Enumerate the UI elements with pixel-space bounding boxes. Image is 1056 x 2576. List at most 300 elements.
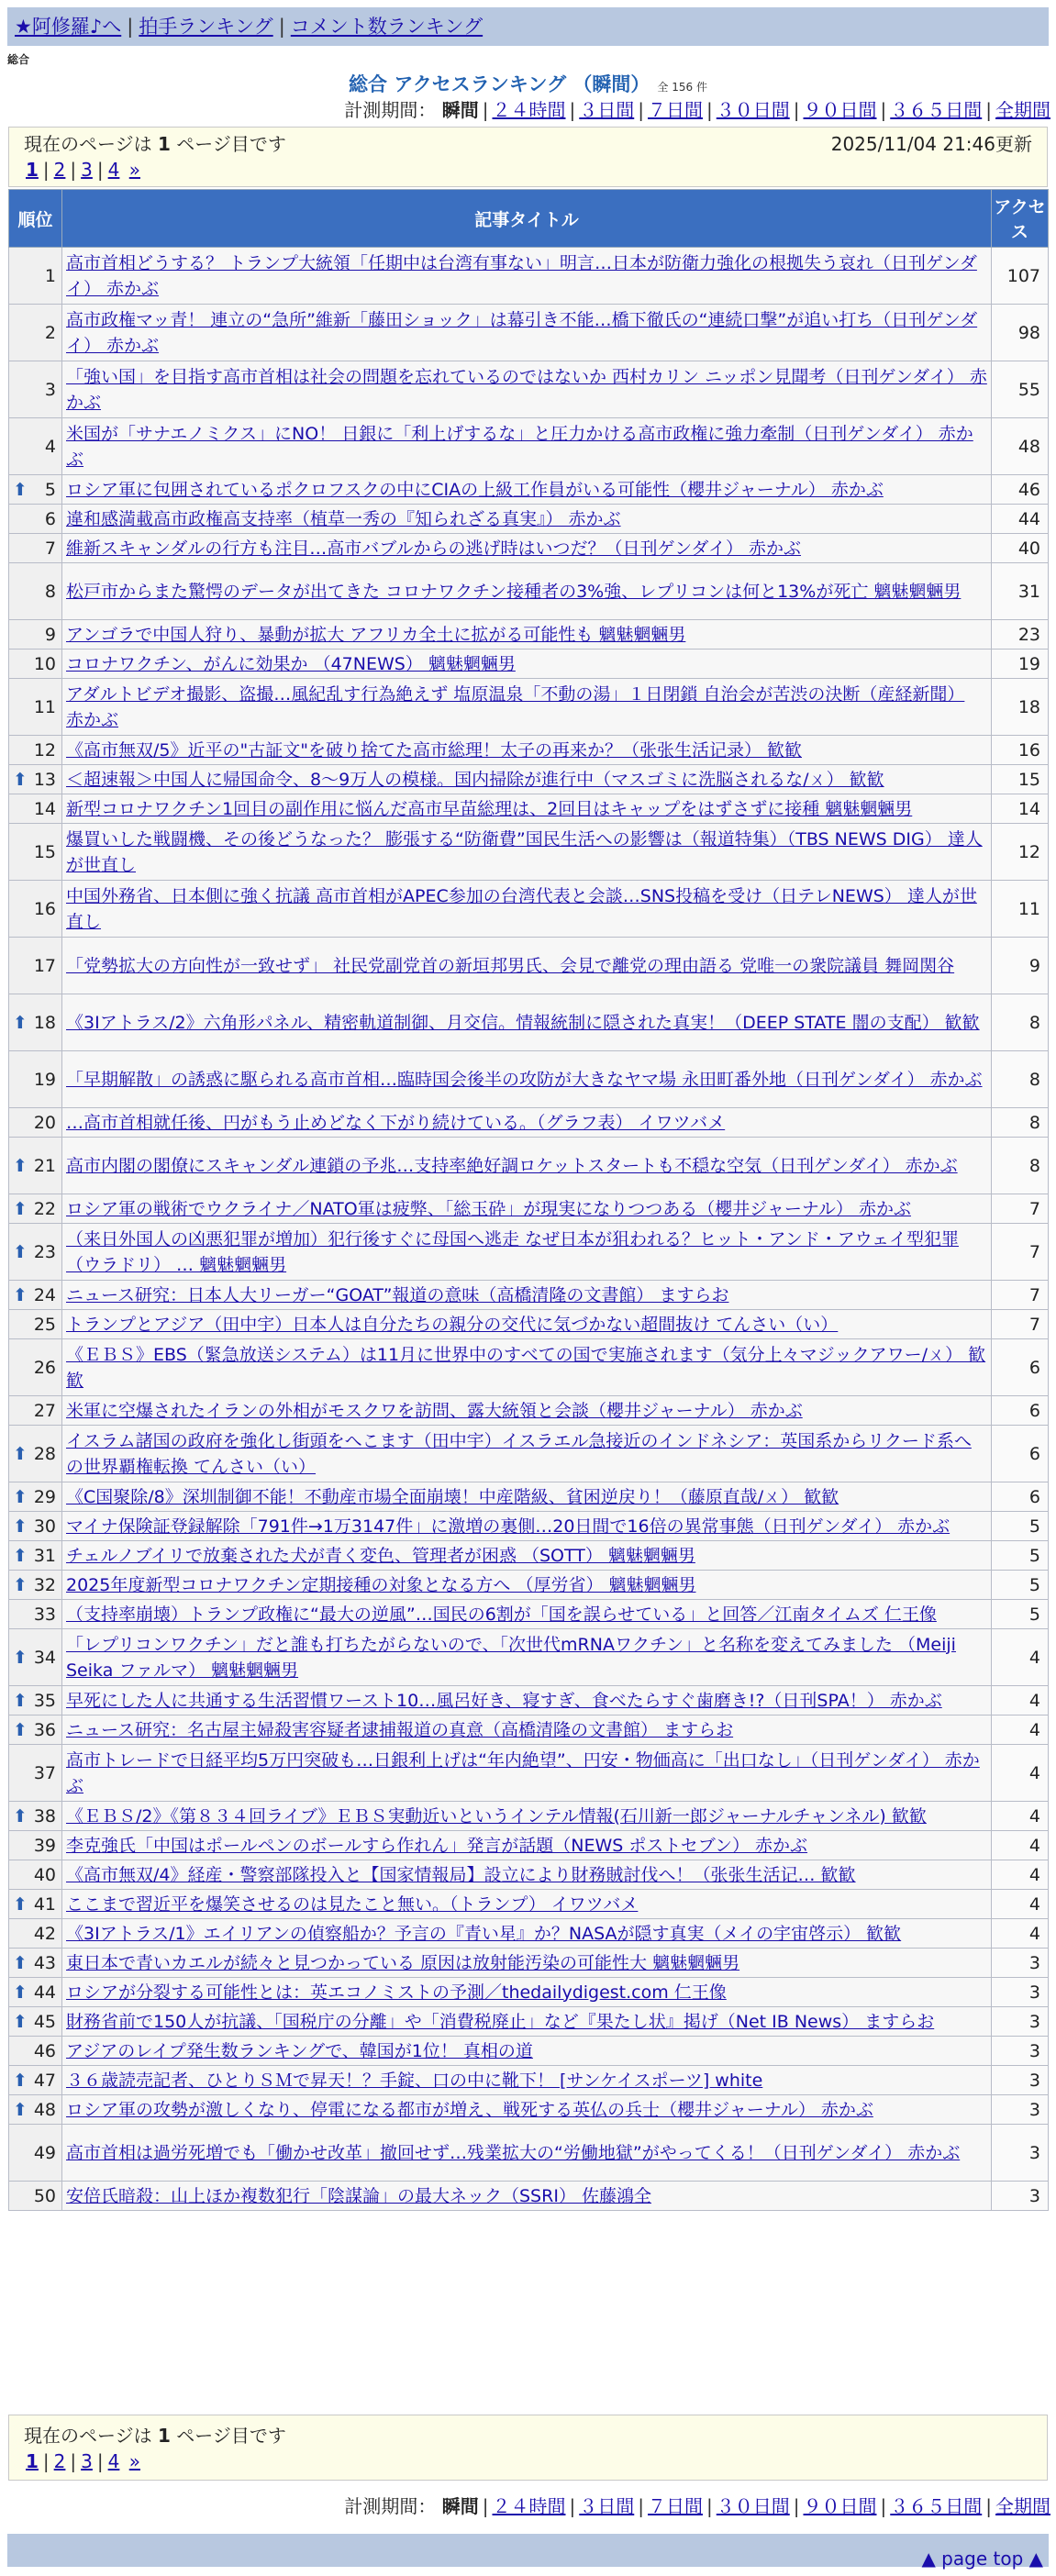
period-current: 瞬間 xyxy=(441,2495,479,2517)
rank-cell xyxy=(9,938,62,994)
table-row xyxy=(9,1949,1049,1978)
table-row xyxy=(9,824,1049,881)
title-cell xyxy=(62,994,992,1051)
rank-cell xyxy=(9,679,62,736)
period-link-7d[interactable]: ７日間 xyxy=(648,99,703,121)
rank-number: 50 xyxy=(33,2185,56,2206)
rank-up-arrow-icon: ⬆ xyxy=(13,1982,28,2003)
table-row xyxy=(9,1686,1049,1715)
rank-up-arrow-icon: ⬆ xyxy=(13,1516,28,1537)
title-cell xyxy=(62,1396,992,1426)
rank-number: 39 xyxy=(33,1835,56,1856)
rank-cell xyxy=(9,1860,62,1890)
article-title-link[interactable]: （支持率崩壊）トランプ政権に“最大の逆風”…国民の6割が「国を誤らせている」と回答／江南タイムズ 仁王像 xyxy=(66,1604,937,1625)
access-count: 16 xyxy=(992,736,1049,765)
rank-up-arrow-icon: ⬆ xyxy=(13,1690,28,1711)
access-count: 3 xyxy=(992,1949,1049,1978)
article-title-link[interactable]: 中国外務省、日本側に強く抗議 高市首相がAPEC参加の台湾代表と会談…SNS投稿を受け（日テレNEWS） 達人が世直し xyxy=(66,885,977,932)
article-title-link[interactable]: ＜超速報＞中国人に帰国命令、8〜9万人の模様。国内掃除が進行中（マスゴミに洗脳されるな/ㄨ） 歓歓 xyxy=(66,769,884,790)
article-title-link[interactable]: ３６歳読売記者、ひとりＳＭで昇天！？手錠、口の中に靴下！ [サンケイスポーツ] white xyxy=(66,2070,763,2091)
title-cell xyxy=(62,534,992,563)
article-title-link[interactable]: 《3Iアトラス/1》エイリアンの偵察船か？予言の『青い星』か？NASAが隠す真実（メイの宇宙啓示） 歓歓 xyxy=(66,1923,902,1944)
rank-number: 40 xyxy=(33,1864,56,1885)
rank-number: 14 xyxy=(33,798,56,819)
rank-cell xyxy=(9,765,62,794)
page-link-1[interactable]: 1 xyxy=(26,2450,39,2472)
article-title-link[interactable]: ロシア軍の攻勢が激しくなり、停電になる都市が増え、戦死する英仏の兵士（櫻井ジャーナル） 赤かぶ xyxy=(66,2099,873,2120)
title-cell xyxy=(62,505,992,534)
rank-cell xyxy=(9,2095,62,2125)
rank-number: 22 xyxy=(33,1198,56,1219)
rank-cell xyxy=(9,620,62,650)
access-count: 7 xyxy=(992,1281,1049,1310)
article-title-link[interactable]: 「レプリコンワクチン」だと誰も打ちたがらないので、「次世代mRNAワクチン」と名称を変えてみました （Meiji Seika ファルマ） 魑魅魍魎男 xyxy=(66,1634,956,1681)
access-count: 107 xyxy=(992,248,1049,305)
nav-separator: | xyxy=(127,16,134,38)
rank-cell xyxy=(9,1194,62,1224)
rank-cell xyxy=(9,2037,62,2066)
article-title-link[interactable]: 松戸市からまた驚愕のデータが出てきた コロナワクチン接種者の3%強、レプリコンは何と13%が死亡 魑魅魍魎男 xyxy=(66,581,962,602)
page-link-4[interactable]: 4 xyxy=(107,159,120,181)
rank-number: 28 xyxy=(33,1443,56,1464)
rank-cell xyxy=(9,1281,62,1310)
title-cell xyxy=(62,305,992,361)
article-title-link[interactable]: 新型コロナワクチン1回目の副作用に悩んだ高市早苗総理は、2回目はキャップをはずさずに接種 魑魅魍魎男 xyxy=(66,798,913,819)
period-selector-top: 計測期間： 瞬間 | ２４時間 | ３日間 | ７日間 | ３０日間 | ９０日間 | ３６５日間 | 全期間 xyxy=(344,99,1050,121)
table-row xyxy=(9,1138,1049,1194)
rank-cell xyxy=(9,1686,62,1715)
period-link-90d[interactable]: ９０日間 xyxy=(803,2495,877,2517)
article-title-link[interactable]: アンゴラで中国人狩り、暴動が拡大 アフリカ全土に拡がる可能性も 魑魅魍魎男 xyxy=(66,624,686,645)
table-row xyxy=(9,475,1049,505)
access-count: 7 xyxy=(992,1194,1049,1224)
rank-cell xyxy=(9,1339,62,1396)
period-link-all[interactable]: 全期間 xyxy=(995,99,1050,121)
title-cell xyxy=(62,1541,992,1571)
rank-number: 15 xyxy=(33,841,56,862)
rank-number: 44 xyxy=(33,1982,56,2003)
rank-number: 16 xyxy=(33,898,56,919)
access-count: 12 xyxy=(992,824,1049,881)
rank-up-arrow-icon: ⬆ xyxy=(13,2011,28,2032)
rank-up-arrow-icon: ⬆ xyxy=(13,1012,28,1033)
title-cell xyxy=(62,2125,992,2182)
page-links: 1 | 2 | 3 | 4 » xyxy=(26,159,140,181)
pagination-bottom xyxy=(8,2415,1048,2481)
access-count: 5 xyxy=(992,1512,1049,1541)
access-count: 9 xyxy=(992,938,1049,994)
article-title-link[interactable]: 《ＥＢＳ/2》《第８３４回ライブ》ＥＢＳ実動近いというインテル情報(石川新一郎ジャーナルチャンネル) 歓歓 xyxy=(66,1805,927,1827)
table-row xyxy=(9,418,1049,475)
rank-up-arrow-icon: ⬆ xyxy=(13,1443,28,1464)
page-link-3[interactable]: 3 xyxy=(81,159,93,181)
title-cell xyxy=(62,1831,992,1860)
rank-cell xyxy=(9,1541,62,1571)
rank-number: 3 xyxy=(44,379,56,400)
period-link-365d[interactable]: ３６５日間 xyxy=(890,99,983,121)
article-title-link[interactable]: 違和感満載高市政権高支持率（植草一秀の『知られざる真実』） 赤かぶ xyxy=(66,508,621,529)
access-count: 19 xyxy=(992,650,1049,679)
access-count: 3 xyxy=(992,2037,1049,2066)
rank-cell xyxy=(9,794,62,824)
rank-number: 25 xyxy=(33,1314,56,1335)
rank-up-arrow-icon: ⬆ xyxy=(13,769,28,790)
title-cell xyxy=(62,418,992,475)
article-title-link[interactable]: 「党勢拡大の方向性が一致せず」 社民党副党首の新垣邦男氏、会見で離党の理由語る 党唯一の衆院議員 舞岡関谷 xyxy=(66,955,955,976)
article-title-link[interactable]: 「早期解散」の誘惑に駆られる高市首相…臨時国会後半の攻防が大きなヤマ場 永田町番外地（日刊ゲンダイ） 赤かぶ xyxy=(66,1069,983,1090)
rank-up-arrow-icon: ⬆ xyxy=(13,1198,28,1219)
table-row xyxy=(9,305,1049,361)
article-title-link[interactable]: アジアのレイプ発生数ランキングで、韓国が1位！ 真相の道 xyxy=(66,2040,533,2061)
title-cell xyxy=(62,361,992,418)
access-count: 11 xyxy=(992,881,1049,938)
top-nav-bar xyxy=(7,7,1049,46)
rank-cell xyxy=(9,824,62,881)
page-link-1[interactable]: 1 xyxy=(26,159,39,181)
next-page-link[interactable]: » xyxy=(128,159,140,181)
title-cell xyxy=(62,794,992,824)
period-link-30d[interactable]: ３０日間 xyxy=(716,2495,790,2517)
table-row xyxy=(9,1310,1049,1339)
access-count: 23 xyxy=(992,620,1049,650)
rank-cell xyxy=(9,305,62,361)
article-title-link[interactable]: トランプとアジア（田中宇）日本人は自分たちの親分の交代に気づかない超間抜け てんさい（い） xyxy=(66,1314,839,1335)
total-count: 全 156 件 xyxy=(657,81,707,94)
access-count: 15 xyxy=(992,765,1049,794)
table-row xyxy=(9,1396,1049,1426)
header-rank: 順位 xyxy=(9,190,62,248)
rank-cell xyxy=(9,418,62,475)
title-cell xyxy=(62,2037,992,2066)
access-count: 6 xyxy=(992,1426,1049,1482)
title-cell xyxy=(62,1949,992,1978)
access-count: 3 xyxy=(992,2125,1049,2182)
article-title-link[interactable]: （来日外国人の凶悪犯罪が増加）犯行後すぐに母国へ逃走 なぜ日本が狙われる？ヒット・アンド・アウェイ型犯罪（ウラドリ） … 魑魅魍魎男 xyxy=(66,1228,959,1275)
title-cell xyxy=(62,1600,992,1629)
title-cell xyxy=(62,1482,992,1512)
rank-cell xyxy=(9,1802,62,1831)
access-count: 6 xyxy=(992,1482,1049,1512)
rank-number: 30 xyxy=(33,1516,56,1537)
rank-cell xyxy=(9,2007,62,2037)
table-row xyxy=(9,1629,1049,1686)
rank-cell xyxy=(9,1919,62,1949)
article-title-link[interactable]: 《3Iアトラス/2》六角形パネル、精密軌道制御、月交信。情報統制に隠された真実！（DEEP STATE 闇の支配） 歓歓 xyxy=(66,1012,980,1033)
title-cell xyxy=(62,1715,992,1745)
article-title-link[interactable]: アダルトビデオ撮影、盗撮…風紀乱す行為絶えず 塩原温泉「不動の湯」１日閉鎖 自治会が苦渋の決断（産経新聞） 赤かぶ xyxy=(66,683,965,730)
rank-cell xyxy=(9,1396,62,1426)
table-row xyxy=(9,1339,1049,1396)
nav-link-clap-ranking[interactable]: 拍手ランキング xyxy=(139,16,273,38)
page-link-3[interactable]: 3 xyxy=(81,2450,93,2472)
article-title-link[interactable]: 高市内閣の閣僚にスキャンダル連鎖の予兆…支持率絶好調ロケットスタートも不穏な空気（日刊ゲンダイ） 赤かぶ xyxy=(66,1155,958,1176)
access-count: 4 xyxy=(992,1802,1049,1831)
period-link-24h[interactable]: ２４時間 xyxy=(492,99,566,121)
page-link-2[interactable]: 2 xyxy=(53,159,66,181)
article-title-link[interactable]: 維新スキャンダルの行方も注目…高市バブルからの逃げ時はいつだ？（日刊ゲンダイ） 赤かぶ xyxy=(66,538,802,559)
title-cell xyxy=(62,563,992,620)
access-count: 4 xyxy=(992,1919,1049,1949)
article-title-link[interactable]: ロシア軍の戦術でウクライナ／NATO軍は疲弊、「総玉砕」が現実になりつつある（櫻井ジャーナル） 赤かぶ xyxy=(66,1198,911,1219)
rank-number: 49 xyxy=(33,2142,56,2163)
article-title-link[interactable]: 李克強氏「中国はポールペンのボールすら作れん」発言が話題（NEWS ポストセブン） 赤かぶ xyxy=(66,1835,808,1856)
table-row xyxy=(9,881,1049,938)
table-row xyxy=(9,1482,1049,1512)
nav-link-asyura[interactable]: ★阿修羅♪へ xyxy=(15,16,122,38)
footer-bar xyxy=(7,2534,1049,2567)
article-title-link[interactable]: 《C国聚除/8》深圳制御不能！不動産市場全面崩壊！中産階級、貧困逆戻り！（藤原直哉/ㄨ） 歓歓 xyxy=(66,1486,839,1507)
table-row xyxy=(9,1108,1049,1138)
title-cell xyxy=(62,620,992,650)
table-row xyxy=(9,1831,1049,1860)
rank-cell xyxy=(9,1949,62,1978)
pagination-top xyxy=(8,127,1048,187)
rank-number: 1 xyxy=(44,265,56,286)
rank-number: 19 xyxy=(33,1069,56,1090)
table-row xyxy=(9,2037,1049,2066)
table-row xyxy=(9,994,1049,1051)
title-cell xyxy=(62,1571,992,1600)
rank-up-arrow-icon: ⬆ xyxy=(13,1647,28,1668)
article-title-link[interactable]: チェルノブイリで放棄された犬が青く変色、管理者が困惑 （SOTT） 魑魅魍魎男 xyxy=(66,1545,695,1566)
rank-cell xyxy=(9,881,62,938)
rank-up-arrow-icon: ⬆ xyxy=(13,1893,28,1915)
title-cell xyxy=(62,679,992,736)
access-count: 4 xyxy=(992,1890,1049,1919)
header-access: アクセス xyxy=(992,190,1049,248)
rank-up-arrow-icon: ⬆ xyxy=(13,1284,28,1305)
rank-up-arrow-icon: ⬆ xyxy=(13,1805,28,1827)
title-cell xyxy=(62,938,992,994)
article-title-link[interactable]: 《高市無双/4》経産・警察部隊投入と【国家情報局】設立により財務賊討伐へ！（张张生活记… 歓歓 xyxy=(66,1864,856,1885)
article-title-link[interactable]: 米軍に空爆されたイランの外相がモスクワを訪問、露大統領と会談（櫻井ジャーナル） 赤かぶ xyxy=(66,1400,803,1421)
article-title-link[interactable]: 米国が「サナエノミクス」にNO！ 日銀に「利上げするな」と圧力かける高市政権に強力牽制（日刊ゲンダイ） 赤かぶ xyxy=(66,423,973,470)
article-title-link[interactable]: 《ＥＢＳ》EBS（緊急放送システム）は11月に世界中のすべての国で実施されます（気分上々マジックアワー/ㄨ） 歓歓 xyxy=(66,1344,986,1391)
rank-cell xyxy=(9,1715,62,1745)
article-title-link[interactable]: 高市トレードで日経平均5万円突破も…日銀利上げは“年内絶望”、円安・物価高に「出口なし」（日刊ゲンダイ） 赤かぶ xyxy=(66,1749,980,1796)
title-cell xyxy=(62,1339,992,1396)
table-row xyxy=(9,1600,1049,1629)
period-link-24h[interactable]: ２４時間 xyxy=(492,2495,566,2517)
title-cell xyxy=(62,1310,992,1339)
rank-number: 46 xyxy=(33,2040,56,2061)
period-link-3d[interactable]: ３日間 xyxy=(579,99,635,121)
rank-number: 29 xyxy=(33,1486,56,1507)
rank-cell xyxy=(9,1310,62,1339)
next-page-link[interactable]: » xyxy=(128,2450,140,2472)
title-cell xyxy=(62,1138,992,1194)
rank-number: 8 xyxy=(44,581,56,602)
rank-number: 9 xyxy=(44,624,56,645)
access-count: 3 xyxy=(992,1978,1049,2007)
title-cell xyxy=(62,824,992,881)
article-title-link[interactable]: 2025年度新型コロナワクチン定期接種の対象となる方へ （厚労省） 魑魅魍魎男 xyxy=(66,1574,696,1595)
table-row xyxy=(9,736,1049,765)
rank-number: 17 xyxy=(33,955,56,976)
access-count: 8 xyxy=(992,994,1049,1051)
article-title-link[interactable]: ニュース研究：日本人大リーガー“GOAT”報道の意味（高橋清隆の文書館） ますらお xyxy=(66,1284,729,1305)
article-title-link[interactable]: マイナ保険証登録解除「791件→1万3147件」に激増の裏側…20日間で16倍の異常事態（日刊ゲンダイ） 赤かぶ xyxy=(66,1516,950,1537)
title-cell xyxy=(62,1281,992,1310)
access-count: 7 xyxy=(992,1224,1049,1281)
article-title-link[interactable]: 東日本で青いカエルが続々と見つかっている 原因は放射能汚染の可能性大 魑魅魍魎男 xyxy=(66,1952,740,1973)
table-row xyxy=(9,679,1049,736)
rank-number: 13 xyxy=(33,769,56,790)
rank-number: 26 xyxy=(33,1357,56,1378)
rank-number: 21 xyxy=(33,1155,56,1176)
table-row xyxy=(9,938,1049,994)
rank-cell xyxy=(9,563,62,620)
article-title-link[interactable]: 財務省前で150人が抗議、「国税庁の分離」や「消費税廃止」など『果たし状』掲げ（Net IB News） ますらお xyxy=(66,2011,935,2032)
access-count: 6 xyxy=(992,1339,1049,1396)
title-cell xyxy=(62,1860,992,1890)
page-link-4[interactable]: 4 xyxy=(107,2450,120,2472)
access-count: 48 xyxy=(992,418,1049,475)
rank-cell xyxy=(9,1978,62,2007)
rank-up-arrow-icon: ⬆ xyxy=(13,479,28,500)
access-count: 44 xyxy=(992,505,1049,534)
rank-cell xyxy=(9,248,62,305)
rank-number: 41 xyxy=(33,1893,56,1915)
rank-number: 5 xyxy=(44,479,56,500)
table-row xyxy=(9,2095,1049,2125)
title-cell xyxy=(62,736,992,765)
rank-number: 4 xyxy=(44,436,56,457)
article-title-link[interactable]: 爆買いした戦闘機、その後どうなった？ 膨張する“防衛費”国民生活への影響は（報道特集）（TBS NEWS DIG） 達人が世直し xyxy=(66,828,983,875)
updated-time: 2025/11/04 21:46更新 xyxy=(830,132,1032,155)
access-count: 3 xyxy=(992,2007,1049,2037)
article-title-link[interactable]: 安倍氏暗殺：山上ほか複数犯行「陰謀論」の最大ネック（SSRI） 佐藤鴻全 xyxy=(66,2185,651,2206)
period-link-365d[interactable]: ３６５日間 xyxy=(890,2495,983,2517)
period-link-7d[interactable]: ７日間 xyxy=(648,2495,703,2517)
table-row xyxy=(9,1978,1049,2007)
table-row xyxy=(9,1919,1049,1949)
rank-cell xyxy=(9,1426,62,1482)
title-cell xyxy=(62,1919,992,1949)
rank-number: 36 xyxy=(33,1719,56,1740)
ranking-table xyxy=(8,189,1049,2211)
rank-number: 47 xyxy=(33,2070,56,2091)
rank-cell xyxy=(9,994,62,1051)
table-row xyxy=(9,765,1049,794)
period-link-all[interactable]: 全期間 xyxy=(995,2495,1050,2517)
article-title-link[interactable]: ロシアが分裂する可能性とは：英エコノミストの予測／thedailydigest.com 仁王像 xyxy=(66,1982,727,2003)
article-title-link[interactable]: コロナワクチン、がんに効果か （47NEWS） 魑魅魍魎男 xyxy=(66,653,516,674)
title-cell xyxy=(62,1051,992,1108)
title-cell xyxy=(62,765,992,794)
title-cell xyxy=(62,1224,992,1281)
rank-cell xyxy=(9,2066,62,2095)
page-top-link[interactable]: ▲ page top ▲ xyxy=(921,2548,1043,2570)
article-title-link[interactable]: イスラム諸国の政府を強化し街頭をへこます（田中宇）イスラエル急接近のインドネシア：英国系からリクード系への世界覇権転換 てんさい（い） xyxy=(66,1430,972,1477)
rank-number: 27 xyxy=(33,1400,56,1421)
rank-cell xyxy=(9,1831,62,1860)
access-count: 31 xyxy=(992,563,1049,620)
article-title-link[interactable]: ニュース研究：名古屋主婦殺害容疑者逮捕報道の真意（高橋清隆の文書館） ますらお xyxy=(66,1719,734,1740)
rank-cell xyxy=(9,1512,62,1541)
rank-up-arrow-icon: ⬆ xyxy=(13,1155,28,1176)
title-cell xyxy=(62,881,992,938)
period-link-3d[interactable]: ３日間 xyxy=(579,2495,635,2517)
rank-cell xyxy=(9,1629,62,1686)
rank-cell xyxy=(9,2182,62,2211)
access-count: 5 xyxy=(992,1541,1049,1571)
access-count: 98 xyxy=(992,305,1049,361)
rank-number: 10 xyxy=(33,653,56,674)
period-selector-bottom: 計測期間： 瞬間 | ２４時間 | ３日間 | ７日間 | ３０日間 | ９０日間 | ３６５日間 | 全期間 xyxy=(344,2495,1050,2517)
page-status-row xyxy=(24,2421,1032,2447)
page-status: 現在のページは 1 ページ目です xyxy=(24,132,286,155)
access-count: 4 xyxy=(992,1715,1049,1745)
article-title-link[interactable]: …高市首相就任後、円がもう止めどなく下がり続けている。（グラフ表） イワツバメ xyxy=(66,1112,726,1133)
rank-number: 32 xyxy=(33,1574,56,1595)
rank-number: 34 xyxy=(33,1647,56,1668)
page-link-2[interactable]: 2 xyxy=(53,2450,66,2472)
rank-number: 38 xyxy=(33,1805,56,1827)
article-title-link[interactable]: 高市政権マッ青！ 連立の“急所”維新「藤田ショック」は幕引き不能…橋下徹氏の“連続口撃”が追い打ち（日刊ゲンダイ） 赤かぶ xyxy=(66,309,978,356)
rank-number: 11 xyxy=(33,696,56,717)
rank-up-arrow-icon: ⬆ xyxy=(13,1545,28,1566)
table-row xyxy=(9,1890,1049,1919)
ranking-body xyxy=(9,248,1049,2211)
access-count: 3 xyxy=(992,2095,1049,2125)
title-cell xyxy=(62,1194,992,1224)
table-row xyxy=(9,1224,1049,1281)
access-count: 46 xyxy=(992,475,1049,505)
rank-cell xyxy=(9,1051,62,1108)
access-count: 4 xyxy=(992,1745,1049,1802)
title-cell xyxy=(62,2007,992,2037)
article-title-link[interactable]: ロシア軍に包囲されているポクロフスクの中にCIAの上級工作員がいる可能性（櫻井ジャーナル） 赤かぶ xyxy=(66,479,884,500)
rank-number: 35 xyxy=(33,1690,56,1711)
table-row xyxy=(9,2066,1049,2095)
period-link-90d[interactable]: ９０日間 xyxy=(803,99,877,121)
rank-up-arrow-icon: ⬆ xyxy=(13,1574,28,1595)
rank-number: 48 xyxy=(33,2099,56,2120)
nav-link-comment-ranking[interactable]: コメント数ランキング xyxy=(290,16,484,38)
table-row xyxy=(9,563,1049,620)
rank-up-arrow-icon: ⬆ xyxy=(13,2099,28,2120)
access-count: 40 xyxy=(992,534,1049,563)
table-row xyxy=(9,1802,1049,1831)
article-title-link[interactable]: 高市首相どうする？ トランプ大統領「任期中は台湾有事ない」明言…日本が防衛力強化の根拠失う哀れ（日刊ゲンダイ） 赤かぶ xyxy=(66,252,977,299)
article-title-link[interactable]: ここまで習近平を爆笑させるのは見たこと無い。（トランプ） イワツバメ xyxy=(66,1893,639,1915)
access-count: 3 xyxy=(992,2066,1049,2095)
article-title-link[interactable]: 《高市無双/5》近平の"古証文"を破り捨てた高市総理！太子の再来か？（张张生活记录） 歓歓 xyxy=(66,739,803,761)
rank-cell xyxy=(9,361,62,418)
title-cell xyxy=(62,2066,992,2095)
title-cell xyxy=(62,1890,992,1919)
rank-number: 7 xyxy=(44,538,56,559)
table-row xyxy=(9,650,1049,679)
access-count: 5 xyxy=(992,1600,1049,1629)
title-cell xyxy=(62,650,992,679)
rank-number: 42 xyxy=(33,1923,56,1944)
period-link-30d[interactable]: ３０日間 xyxy=(716,99,790,121)
rank-cell xyxy=(9,475,62,505)
article-title-link[interactable]: 早死にした人に共通する生活習慣ワースト10…風呂好き、寝すぎ、食べたらすぐ歯磨き!?（日刊SPA！） 赤かぶ xyxy=(66,1690,942,1711)
rank-up-arrow-icon: ⬆ xyxy=(13,2070,28,2091)
page-status-row xyxy=(24,129,1032,155)
article-title-link[interactable]: 「強い国」を目指す高市首相は社会の問題を忘れているのではないか 西村カリン ニッポン見聞考（日刊ゲンダイ） 赤かぶ xyxy=(66,366,987,413)
title-cell xyxy=(62,2095,992,2125)
page-title xyxy=(0,70,1056,97)
header-title: 記事タイトル xyxy=(62,190,992,248)
article-title-link[interactable]: 高市首相は過労死増でも「働かせ改革」撤回せず…残業拡大の“労働地獄”がやってくる！（日刊ゲンダイ） 赤かぶ xyxy=(66,2142,961,2163)
rank-cell xyxy=(9,1482,62,1512)
table-row xyxy=(9,1281,1049,1310)
rank-number: 2 xyxy=(44,322,56,343)
